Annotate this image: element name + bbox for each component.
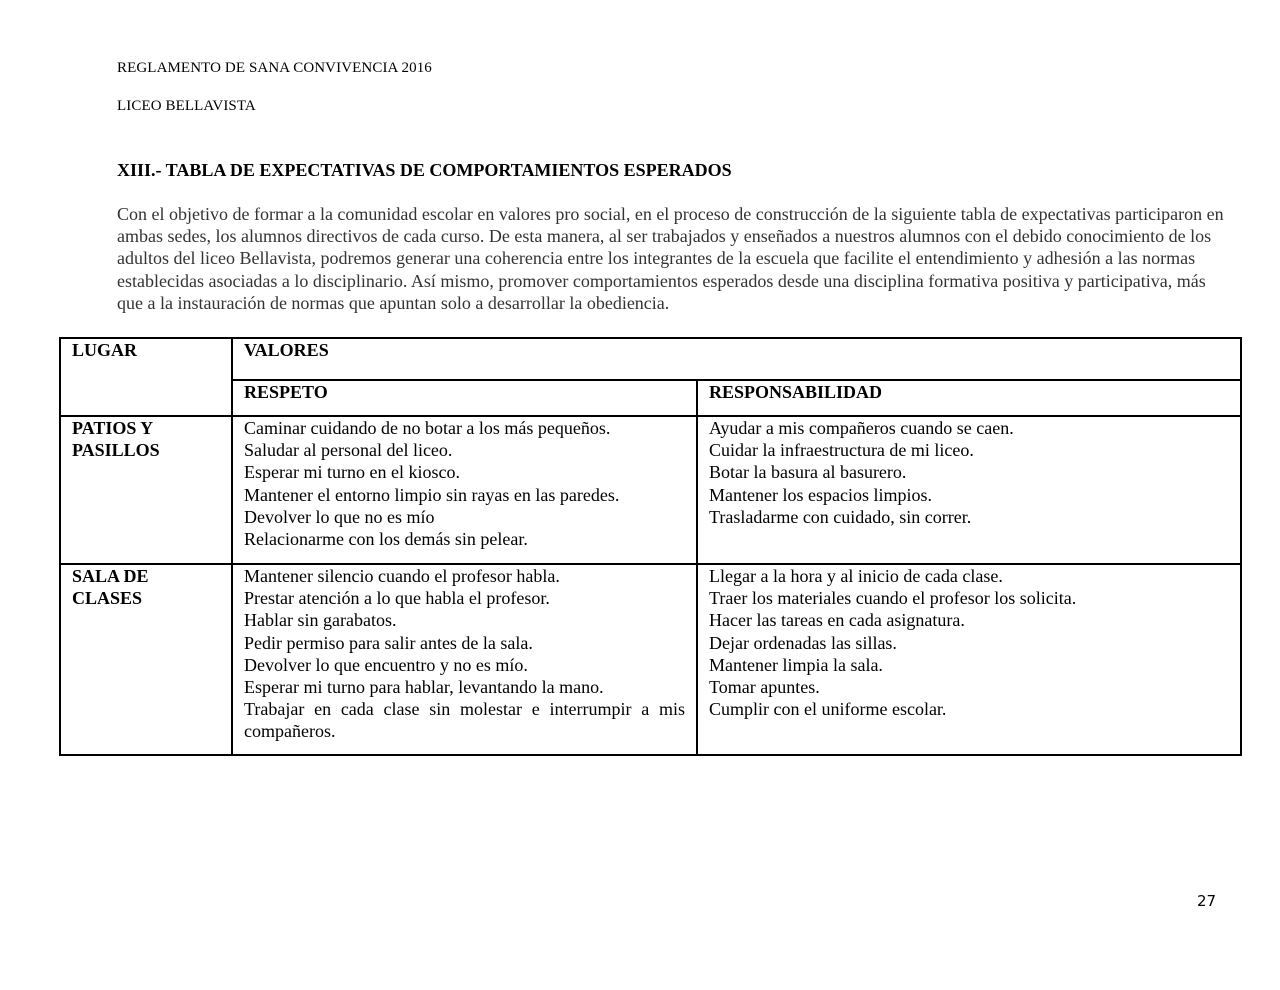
expectations-table [59,337,1242,756]
lugar-label: CLASES [72,588,143,609]
list-item: Saludar al personal del liceo. [244,440,453,461]
list-item: Devolver lo que encuentro y no es mío. [244,654,528,675]
list-item: Ayudar a mis compañeros cuando se caen. [709,418,1014,438]
responsabilidad-cell [697,564,1241,755]
lugar-cell-sala [60,564,232,755]
list-item: Botar la basura al basurero. [709,462,907,483]
lugar-cell-patios [60,416,232,564]
list-item: Esperar mi turno para hablar, levantando la mano. [244,677,604,698]
list-item: Cumplir con el uniforme escolar. [709,699,947,720]
respeto-cell [232,416,697,564]
list-item: Dejar ordenadas las sillas. [709,632,897,653]
list-item: Relacionarme con los demás sin pelear. [244,529,528,550]
table-row [60,416,1241,564]
list-item: Trasladarme con cuidado, sin correr. [709,506,972,527]
column-header-valores: VALORES [232,338,1241,380]
section-title: XIII.- TABLA DE EXPECTATIVAS DE COMPORTAMIENTOS ESPERADOS [117,160,732,180]
intro-paragraph: Con el objetivo de formar a la comunidad escolar en valores pro social, en el proceso de construcción de la siguiente tabla de expectativas participaron en ambas sedes, los alumnos directivos de cada curso. De esta manera, al ser trabajados y enseñados a nuestros alumnos con el debido conocimiento de los adultos del liceo Bellavista, podremos generar una coherencia entre los integrantes de la escuela que facilite el entendimiento y adhesión a las normas establecidas asociadas a lo disciplinario. Así mismo, promover comportamientos esperados desde una disciplina formativa positiva y participativa, más que a la instauración de normas que apuntan solo a desarrollar la obediencia. [117,204,1224,313]
list-item: Mantener los espacios limpios. [709,484,932,505]
list-item: Mantener el entorno limpio sin rayas en las paredes. [244,484,620,505]
list-item: Pedir permiso para salir antes de la sala. [244,632,533,653]
list-item: Hablar sin garabatos. [244,610,397,631]
list-item: Prestar atención a lo que habla el profesor. [244,588,550,609]
respeto-cell [232,564,697,755]
list-item: Caminar cuidando de no botar a los más pequeños. [244,418,611,438]
lugar-label: SALA DE [72,566,149,586]
list-item: Esperar mi turno en el kiosco. [244,462,460,483]
list-item: Devolver lo que no es mío [244,506,435,527]
list-item: Hacer las tareas en cada asignatura. [709,610,965,631]
responsabilidad-cell [697,416,1241,564]
list-item: Llegar a la hora y al inicio de cada clase. [709,566,1003,586]
list-item: Tomar apuntes. [709,677,820,698]
lugar-label: PASILLOS [72,440,160,461]
column-header-lugar: LUGAR [60,338,232,416]
document-header-title: REGLAMENTO DE SANA CONVIVENCIA 2016 [117,60,432,76]
column-header-respeto: RESPETO [232,380,697,416]
lugar-label: PATIOS Y [72,418,154,438]
list-item: Mantener limpia la sala. [709,654,883,675]
page-number: 27 [1197,892,1217,910]
list-item: Cuidar la infraestructura de mi liceo. [709,440,974,461]
table-subheader-row [60,380,1241,416]
table-header-row [60,338,1241,380]
table-row [60,564,1241,755]
document-header-school: LICEO BELLAVISTA [117,98,256,114]
list-item: Traer los materiales cuando el profesor los solicita. [709,588,1077,609]
list-item: Trabajar en cada clase sin molestar e interrumpir a mis compañeros. [244,699,685,742]
column-header-responsabilidad: RESPONSABILIDAD [697,380,1241,416]
list-item: Mantener silencio cuando el profesor habla. [244,566,560,586]
